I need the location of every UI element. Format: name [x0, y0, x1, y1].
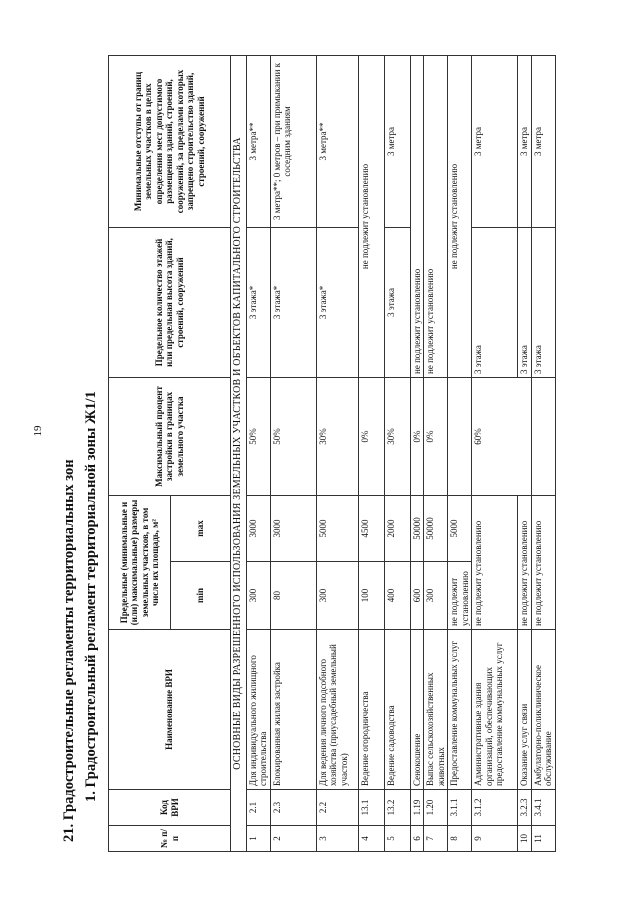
header-name: Наименование ВРИ [109, 630, 231, 790]
cell-max: 4500 [358, 495, 384, 561]
cell-code: 3.1.2 [472, 790, 518, 826]
cell-num: 8 [448, 826, 472, 852]
cell-name: Выпас сельскохозяйственных животных [424, 630, 448, 790]
cell-floors: 3 этажа [518, 227, 532, 377]
cell-num: 2 [270, 826, 316, 852]
cell-num: 1 [246, 826, 270, 852]
cell-percent: 0% [424, 377, 448, 495]
sub-title: 1. Градостроительный регламент территориальной зоны Ж1/1 [83, 391, 99, 802]
cell-min: 80 [270, 562, 316, 630]
cell-max: 5000 [448, 495, 472, 561]
cell-name: Предоставление коммунальных услуг [448, 630, 472, 790]
cell-max: 50000 [424, 495, 448, 561]
cell-setback: 3 метра [518, 55, 532, 227]
cell-min: 400 [384, 562, 410, 630]
table-row [384, 55, 410, 851]
cell-name: Административные здания организаций, обеспечивающих предоставление коммунальных услуг [472, 630, 518, 790]
header-num: № п/п [109, 826, 231, 852]
cell-min: 100 [358, 562, 384, 630]
cell-min: 300 [316, 562, 358, 630]
cell-percent: 50% [270, 377, 316, 495]
table-row [316, 55, 358, 851]
cell-min: 300 [246, 562, 270, 630]
cell-percent: 30% [316, 377, 358, 495]
cell-floors: 3 этажа [531, 227, 555, 377]
cell-floors-setback: не подлежит установлению [410, 55, 424, 377]
cell-name: Оказание услуг связи [518, 630, 532, 790]
cell-code: 13.1 [358, 790, 384, 826]
table-row [246, 55, 270, 851]
cell-max: 2000 [384, 495, 410, 561]
table-row [531, 55, 555, 851]
cell-code: 2.1 [246, 790, 270, 826]
cell-sizes: не подлежит установлению [472, 495, 518, 629]
cell-floors-setback: не подлежит установлению [424, 55, 448, 377]
cell-setback: 3 метра [531, 55, 555, 227]
cell-min: 600 [410, 562, 424, 630]
cell-code: 2.3 [270, 790, 316, 826]
cell-percent: 0% [358, 377, 384, 495]
header-percent: Максимальный процент застройки в границах земельного участка [109, 377, 231, 495]
cell-num: 4 [358, 826, 384, 852]
cell-percent [448, 377, 472, 495]
cell-name: Ведение огородничества [358, 630, 384, 790]
section-title: ОСНОВНЫЕ ВИДЫ РАЗРЕШЕННОГО ИСПОЛЬЗОВАНИЯ ЗЕМЕЛЬНЫХ УЧАСТКОВ И ОБЪЕКТОВ КАПИТАЛЬНОГО СТРОИТЕЛЬСТВА [231, 55, 247, 851]
cell-sizes: не подлежит установлению [518, 495, 532, 629]
cell-num: 5 [384, 826, 410, 852]
cell-name: Для ведения личного подсобного хозяйства (приусадебный земельный участок) [316, 630, 358, 790]
cell-setback: 3 метра** [246, 55, 270, 227]
cell-code: 1.19 [410, 790, 424, 826]
cell-max: 5000 [316, 495, 358, 561]
cell-floors-setback: не подлежит установлению [358, 55, 384, 377]
cell-num: 9 [472, 826, 518, 852]
cell-max: 3000 [270, 495, 316, 561]
cell-name: Ведение садоводства [384, 630, 410, 790]
page-number: 19 [32, 425, 44, 437]
cell-floors: 3 этажа [472, 227, 518, 377]
cell-percent [531, 377, 555, 495]
table-row [472, 55, 518, 851]
main-title: 21. Градостроительные регламенты территориальных зон [61, 459, 77, 842]
cell-floors: 3 этажа [384, 227, 410, 377]
cell-floors-setback: не подлежит установлению [448, 55, 472, 377]
cell-sizes: не подлежит установлению [531, 495, 555, 629]
cell-percent: 60% [472, 377, 532, 495]
cell-percent: 30% [384, 377, 410, 495]
header-code: Код ВРИ [109, 790, 231, 826]
cell-num: 3 [316, 826, 358, 852]
regulation-table [108, 55, 556, 852]
table-row [270, 55, 316, 851]
table-row [448, 55, 472, 851]
cell-name: Сенокошение [410, 630, 424, 790]
section-row [231, 55, 247, 851]
cell-code: 13.2 [384, 790, 410, 826]
cell-code: 3.2.3 [518, 790, 532, 826]
header-min: min [171, 562, 231, 630]
cell-setback: 3 метра [472, 55, 518, 227]
cell-setback: 3 метра [384, 55, 410, 227]
cell-min: не подлежит установлению [448, 562, 472, 630]
regulation-table-wrap [108, 56, 556, 852]
cell-floors: 3 этажа* [246, 227, 270, 377]
cell-floors: 3 этажа* [270, 227, 316, 377]
cell-name: Блокированная жилая застройка [270, 630, 316, 790]
cell-num: 6 [410, 826, 424, 852]
cell-percent: 50% [246, 377, 270, 495]
table-row [424, 55, 448, 851]
cell-max: 3000 [246, 495, 270, 561]
titles-block [58, 52, 102, 842]
header-floors: Предельное количество этажей или предельная высота зданий, строений, сооружений [109, 227, 231, 377]
cell-num: 11 [531, 826, 555, 852]
cell-setback: 3 метра**; 0 метров – при примыкании к соседним зданиям [270, 55, 316, 227]
cell-setback: 3 метра** [316, 55, 358, 227]
cell-percent: 0% [410, 377, 424, 495]
cell-min: 300 [424, 562, 448, 630]
cell-num: 10 [518, 826, 532, 852]
cell-code: 1.20 [424, 790, 448, 826]
cell-max: 50000 [410, 495, 424, 561]
table-row [358, 55, 384, 851]
cell-floors: 3 этажа* [316, 227, 358, 377]
cell-code: 2.2 [316, 790, 358, 826]
header-sizes: Предельные (минимальные и (или) максимальные) размеры земельных участков, в том числе их площадь, м² [109, 495, 171, 629]
cell-name: Амбулаторно-поликлиническое обслуживание [531, 630, 555, 790]
header-setback: Минимальные отступы от границ земельных участков в целях определения мест допустимого размещения зданий, строений, сооружений, за пределами которых запрещено строительство зданий, строений, сооружений [109, 55, 231, 227]
header-max: max [171, 495, 231, 561]
cell-code: 3.4.1 [531, 790, 555, 826]
cell-num: 7 [424, 826, 448, 852]
table-row [410, 55, 424, 851]
cell-name: Для индивидуального жилищного строительства [246, 630, 270, 790]
cell-code: 3.1.1 [448, 790, 472, 826]
